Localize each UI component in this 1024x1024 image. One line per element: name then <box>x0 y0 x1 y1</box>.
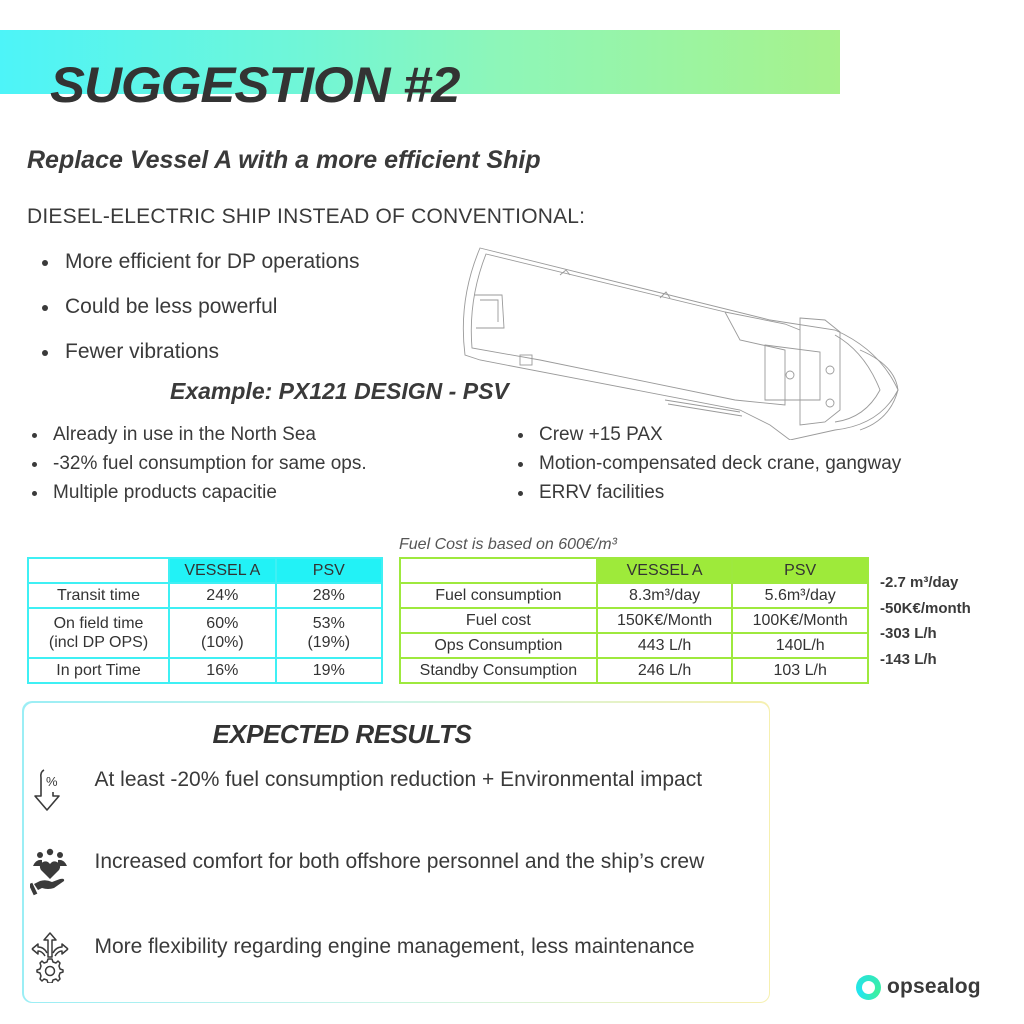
table-cell: 246 L/h <box>597 658 733 683</box>
cell-line: 60% <box>206 615 239 632</box>
row-label: Transit time <box>28 583 169 608</box>
table-row <box>400 583 868 608</box>
svg-text:%: % <box>45 773 58 789</box>
row-label: Fuel consumption <box>400 583 597 608</box>
section-heading: DIESEL-ELECTRIC SHIP INSTEAD OF CONVENTIONAL: <box>27 205 586 228</box>
example-left-bullets <box>28 423 367 510</box>
table-header-row <box>28 558 382 583</box>
table-cell: 8.3m³/day <box>597 583 733 608</box>
time-distribution-table <box>27 557 383 684</box>
result-text: At least -20% fuel consumption reduction + Environmental impact <box>94 767 703 791</box>
table-cell: 103 L/h <box>732 658 868 683</box>
table-row <box>28 608 382 658</box>
bullet-item: -32% fuel consumption for same ops. <box>28 452 367 481</box>
gear-arrows-icon <box>30 931 70 983</box>
row-label-line: On field time <box>53 615 144 632</box>
table-header-cell: VESSEL A <box>169 558 276 583</box>
example-right-bullets <box>514 423 901 510</box>
table-row <box>28 583 382 608</box>
table-header-cell: PSV <box>276 558 382 583</box>
table-cell: 140L/h <box>732 633 868 658</box>
bullet-item: Fewer vibrations <box>40 338 360 383</box>
saving-value: -303 L/h <box>880 625 937 642</box>
bullet-item: Crew +15 PAX <box>514 423 901 452</box>
main-bullet-list <box>40 248 360 383</box>
table-row <box>400 608 868 633</box>
table-row <box>28 658 382 683</box>
row-label: In port Time <box>28 658 169 683</box>
savings-list <box>880 573 971 675</box>
saving-value: -2.7 m³/day <box>880 574 959 591</box>
expected-results-panel <box>22 701 770 1003</box>
bullet-item: Could be less powerful <box>40 293 360 338</box>
results-title: EXPECTED RESULTS <box>212 718 472 749</box>
fuel-comparison-table <box>399 557 869 684</box>
table-cell: 24% <box>169 583 276 608</box>
table-header-cell <box>28 558 169 583</box>
example-title: Example: PX121 DESIGN - PSV <box>170 378 509 404</box>
saving-value: -143 L/h <box>880 650 937 668</box>
table-cell <box>276 608 382 658</box>
bullet-item: Motion-compensated deck crane, gangway <box>514 452 901 481</box>
row-label-line: (incl DP OPS) <box>48 634 149 651</box>
result-text: More flexibility regarding engine management, less maintenance <box>94 934 695 958</box>
table-header-cell: VESSEL A <box>597 558 733 583</box>
table-row <box>400 633 868 658</box>
saving-value: -50K€/month <box>880 599 971 617</box>
page-title: SUGGESTION #2 <box>50 57 460 113</box>
row-label: Standby Consumption <box>400 658 597 683</box>
percent-down-arrow-icon <box>30 766 70 818</box>
logo-ring-icon <box>856 975 881 1000</box>
people-heart-hand-icon <box>30 846 70 898</box>
subtitle: Replace Vessel A with a more efficient Ship <box>27 146 541 174</box>
table-cell: 100K€/Month <box>732 608 868 633</box>
fuel-cost-note: Fuel Cost is based on 600€/m³ <box>399 536 617 553</box>
row-label <box>28 608 169 658</box>
table-cell: 16% <box>169 658 276 683</box>
table-cell: 150K€/Month <box>597 608 733 633</box>
opsealog-logo <box>856 972 981 1002</box>
table-cell: 5.6m³/day <box>732 583 868 608</box>
bullet-item: ERRV facilities <box>514 481 901 510</box>
cell-line: (10%) <box>200 634 244 651</box>
bullet-item: Already in use in the North Sea <box>28 423 367 452</box>
table-header-row <box>400 558 868 583</box>
bullet-item: More efficient for DP operations <box>40 248 360 293</box>
table-header-cell: PSV <box>732 558 868 583</box>
bullet-item: Multiple products capacitie <box>28 481 367 510</box>
table-cell: 443 L/h <box>597 633 733 658</box>
table-cell <box>169 608 276 658</box>
row-label: Ops Consumption <box>400 633 597 658</box>
table-header-cell <box>400 558 597 583</box>
table-cell: 28% <box>276 583 382 608</box>
table-cell: 19% <box>276 658 382 683</box>
cell-line: 53% <box>312 615 345 632</box>
table-row <box>400 658 868 683</box>
cell-line: (19%) <box>307 634 351 651</box>
logo-text: opsealog <box>887 975 981 998</box>
ship-drawing-icon <box>440 240 900 440</box>
result-text: Increased comfort for both offshore personnel and the ship’s crew <box>94 849 705 873</box>
row-label: Fuel cost <box>400 608 597 633</box>
